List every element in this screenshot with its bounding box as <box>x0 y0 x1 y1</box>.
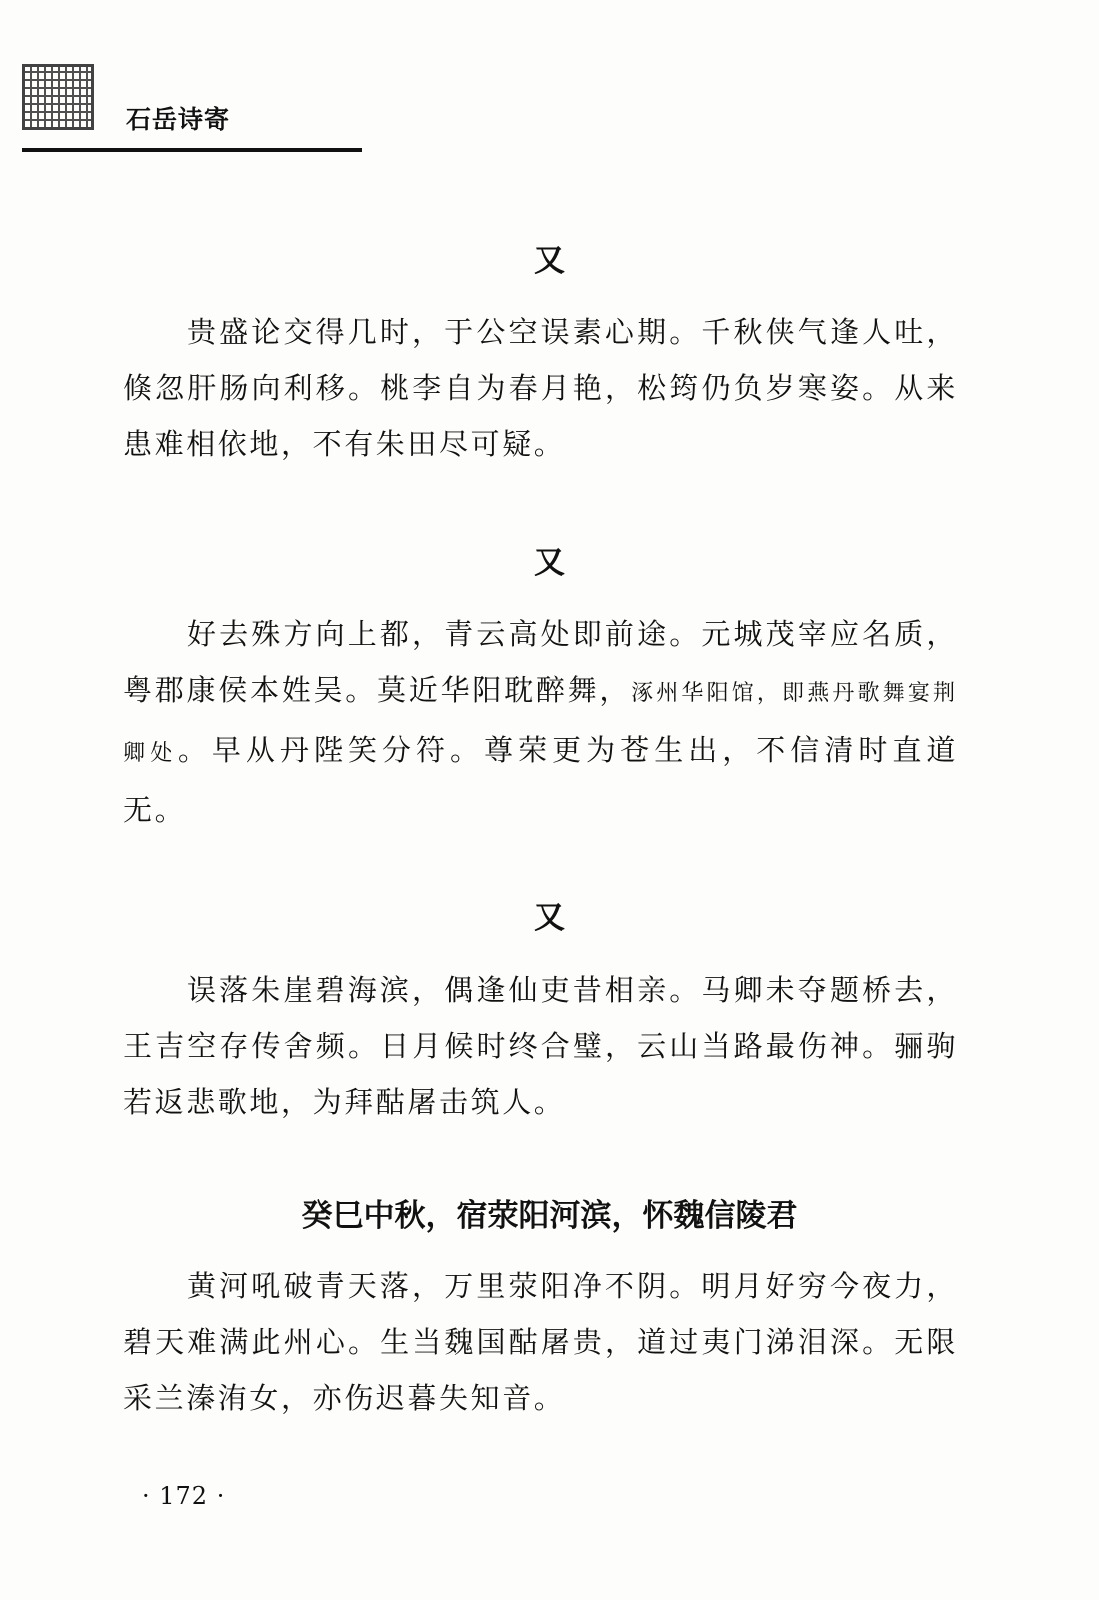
poem-title: 又 <box>534 545 565 581</box>
seal-logo-icon <box>22 64 94 130</box>
poem-body: 贵盛论交得几时，于公空误素心期。千秋侠气逢人吐，倏忽肝肠向利移。桃李自为春月艳，松筠仍负岁寒姿。从来患难相依地，不有朱田尽可疑。 <box>123 315 958 461</box>
poem-body: 黄河吼破青天落，万里荥阳净不阴。明月好穷今夜力，碧天难满此州心。生当魏国酤屠贵，道过夷门涕泪深。无限采兰溱洧女，亦伤迟暮失知音。 <box>123 1269 958 1415</box>
header-rule <box>22 148 362 152</box>
poem-body: 误落朱崖碧海滨，偶逢仙吏昔相亲。马卿未夺题桥去，王吉空存传舍频。日月候时终合璧，云山当路最伤神。骊驹若返悲歌地，为拜酤屠击筑人。 <box>123 973 958 1119</box>
page-header <box>22 58 362 158</box>
annotation-note: 涿州华阳馆，即燕丹歌舞宴荆卿处 <box>123 681 958 766</box>
book-title: 石岳诗寄 <box>126 105 231 134</box>
poem-body <box>123 606 958 838</box>
poem-title: 又 <box>534 900 565 936</box>
poem-text: 。早从丹陛笑分符。尊荣更为苍生出，不信清时直道无。 <box>123 733 958 827</box>
poem-text: 好去殊方向上都，青云高处即前途。元城茂宰应名质，粤郡康侯本姓吴。莫近华阳耽醉舞， <box>123 617 958 707</box>
poem-title: 癸巳中秋，宿荥阳河滨，怀魏信陵君 <box>301 1198 798 1234</box>
poem-title: 又 <box>534 243 565 279</box>
page-number: · 172 · <box>142 1482 226 1510</box>
